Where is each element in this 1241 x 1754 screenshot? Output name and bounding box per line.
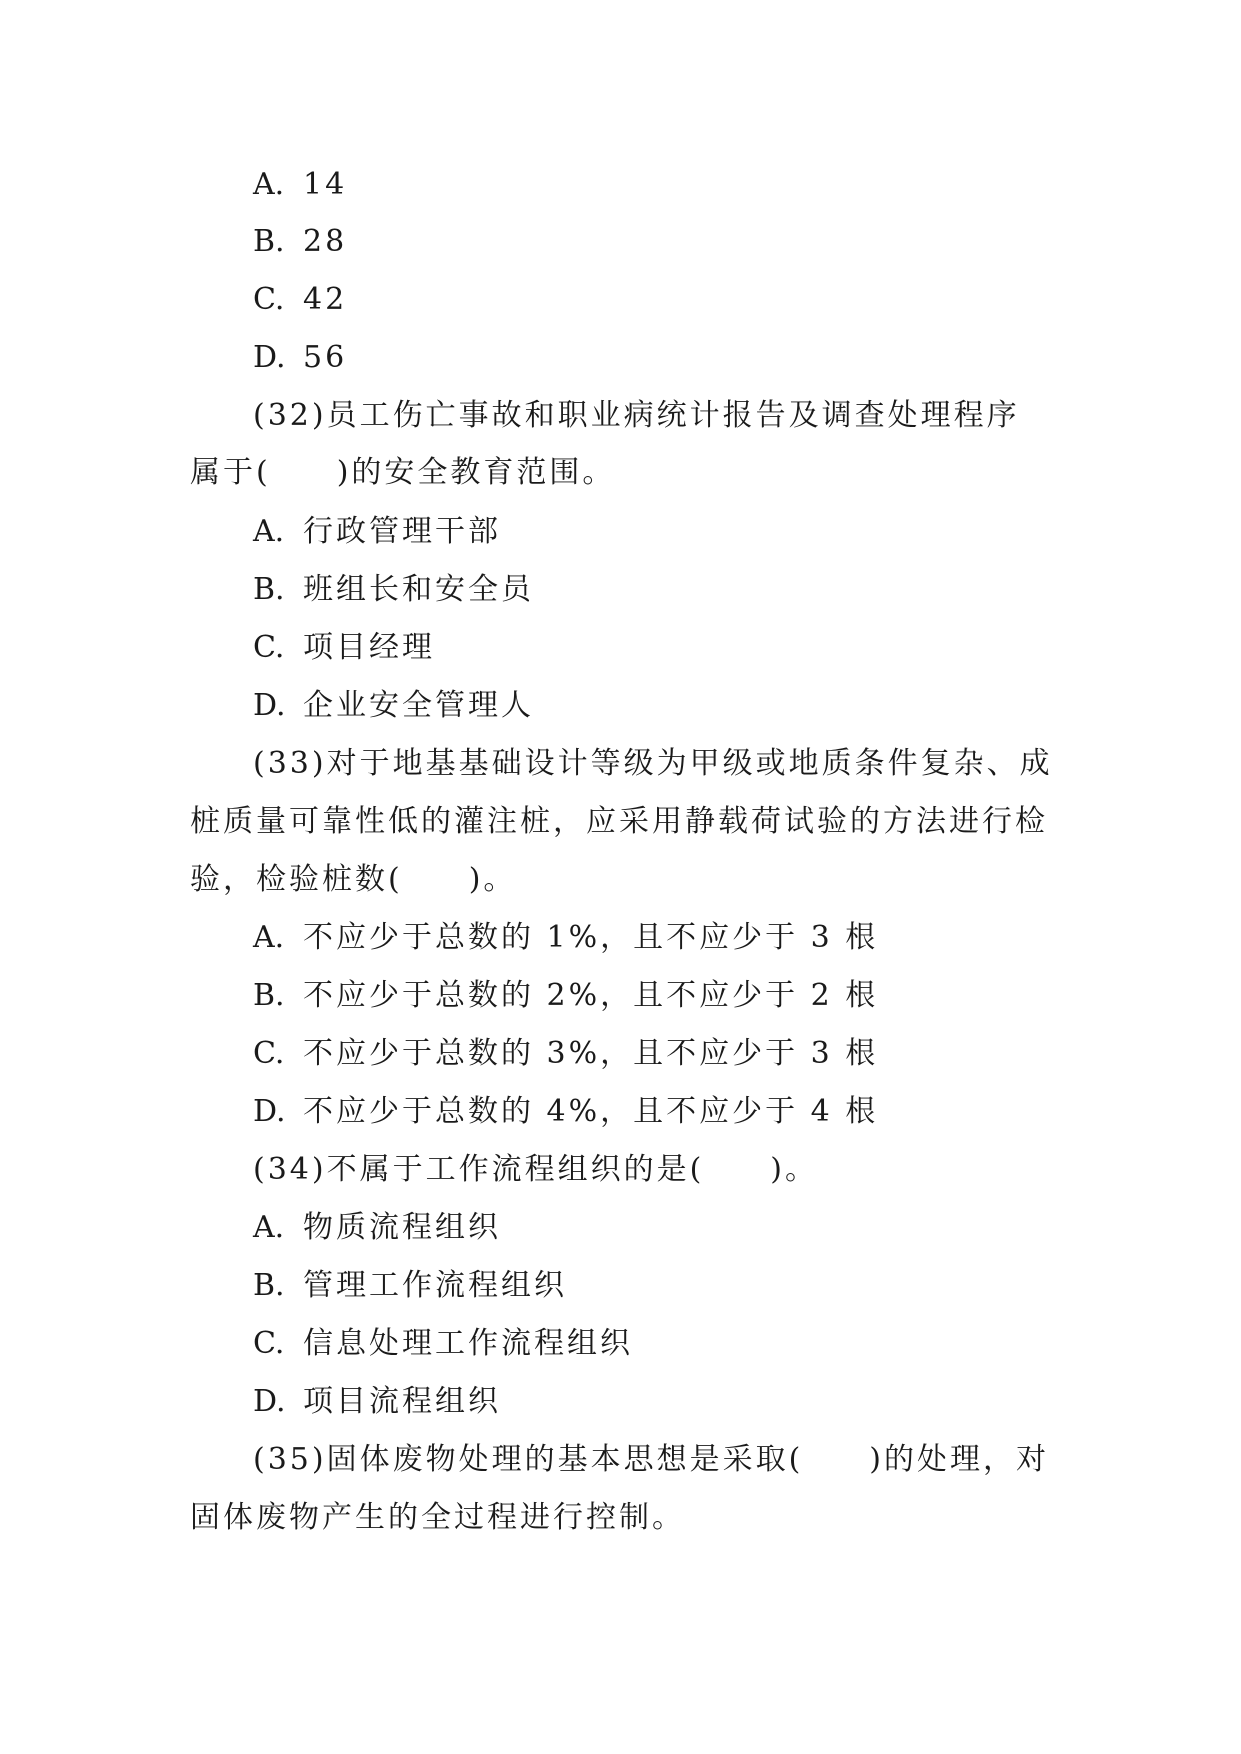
option-letter: A. [253, 920, 285, 955]
option-text: 不应少于总数的 1%，且不应少于 3 根 [303, 920, 879, 955]
question-33-stem-cont: 验，检验桩数( )。 [190, 862, 517, 897]
option-letter: B. [253, 1268, 285, 1303]
option-a [253, 1208, 501, 1248]
option-d [253, 338, 347, 378]
option-text: 项目经理 [303, 630, 435, 665]
option-letter: C. [253, 1326, 285, 1361]
question-33-stem-cont: 桩质量可靠性低的灌注桩，应采用静载荷试验的方法进行检 [190, 804, 1048, 839]
option-letter: A. [253, 514, 285, 549]
option-text: 14 [303, 167, 348, 202]
option-text: 28 [303, 224, 348, 259]
option-b [253, 570, 534, 610]
option-letter: D. [253, 1384, 286, 1419]
option-text: 项目流程组织 [303, 1384, 501, 1419]
option-text: 56 [303, 340, 348, 375]
option-text: 行政管理干部 [303, 514, 501, 549]
question-33-stem: (33)对于地基基础设计等级为甲级或地质条件复杂、成 [253, 746, 1053, 781]
option-letter: A. [253, 1210, 285, 1245]
option-b [253, 222, 347, 262]
option-c [253, 1324, 633, 1364]
option-c [253, 628, 435, 668]
question-34-stem: (34)不属于工作流程组织的是( )。 [253, 1152, 818, 1187]
option-text: 管理工作流程组织 [303, 1268, 567, 1303]
option-text: 42 [303, 282, 348, 317]
option-letter: D. [253, 340, 286, 375]
option-b [253, 976, 878, 1016]
option-text: 不应少于总数的 4%，且不应少于 4 根 [303, 1094, 879, 1129]
option-a [253, 165, 347, 205]
option-b [253, 1266, 567, 1306]
option-text: 不应少于总数的 3%，且不应少于 3 根 [303, 1036, 879, 1071]
option-letter: D. [253, 688, 286, 723]
option-text: 信息处理工作流程组织 [303, 1326, 633, 1361]
option-letter: D. [253, 1094, 286, 1129]
question-35-stem: (35)固体废物处理的基本思想是采取( )的处理，对 [253, 1442, 1049, 1477]
option-letter: A. [253, 167, 285, 202]
question-35-stem-cont: 固体废物产生的全过程进行控制。 [190, 1500, 685, 1535]
option-letter: B. [253, 572, 285, 607]
option-text: 物质流程组织 [303, 1210, 501, 1245]
option-d [253, 1092, 878, 1132]
option-a [253, 918, 878, 958]
option-d [253, 1382, 501, 1422]
option-a [253, 512, 501, 552]
option-text: 企业安全管理人 [303, 688, 534, 723]
option-letter: C. [253, 1036, 285, 1071]
option-c [253, 1034, 878, 1074]
option-d [253, 686, 534, 726]
option-c [253, 280, 347, 320]
option-text: 不应少于总数的 2%，且不应少于 2 根 [303, 978, 879, 1013]
option-text: 班组长和安全员 [303, 572, 534, 607]
option-letter: B. [253, 224, 285, 259]
option-letter: C. [253, 282, 285, 317]
option-letter: C. [253, 630, 285, 665]
question-32-stem-cont: 属于( )的安全教育范围。 [190, 455, 616, 490]
question-32-stem: (32)员工伤亡事故和职业病统计报告及调查处理程序 [253, 398, 1020, 433]
option-letter: B. [253, 978, 285, 1013]
